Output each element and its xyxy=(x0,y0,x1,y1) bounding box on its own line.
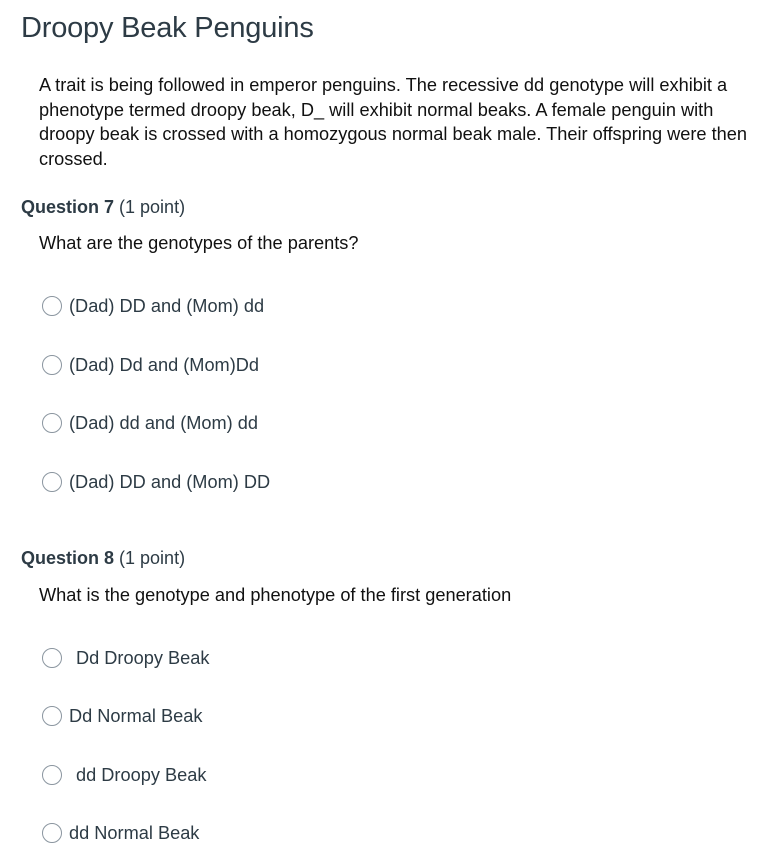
question-8-choice-2[interactable] xyxy=(42,704,202,728)
radio-unchecked-icon[interactable] xyxy=(42,296,62,316)
radio-unchecked-icon[interactable] xyxy=(42,823,62,843)
choice-label[interactable]: (Dad) dd and (Mom) dd xyxy=(69,412,259,433)
choice-label[interactable]: (Dad) Dd and (Mom)Dd xyxy=(69,354,260,375)
choice-label[interactable]: Dd Normal Beak xyxy=(69,705,203,726)
page-title: Droopy Beak Penguins xyxy=(21,12,314,44)
question-8-text: What is the genotype and phenotype of the first generation xyxy=(39,585,512,605)
radio-unchecked-icon[interactable] xyxy=(42,706,62,726)
question-7-choice-1[interactable] xyxy=(42,294,264,318)
question-8-header xyxy=(21,548,185,569)
question-8-choice-3[interactable] xyxy=(42,763,206,787)
radio-unchecked-icon[interactable] xyxy=(42,355,62,375)
radio-unchecked-icon[interactable] xyxy=(42,765,62,785)
question-8-choice-4[interactable] xyxy=(42,821,199,845)
question-7-choice-2[interactable] xyxy=(42,353,259,377)
question-8-title: Question 8 xyxy=(21,548,115,568)
question-7-title: Question 7 xyxy=(21,197,115,217)
question-group-intro: A trait is being followed in emperor penguins. The recessive dd genotype will exhibit a phenotype termed droopy beak, D_ will exhibit normal beaks. A female penguin with droopy beak is crossed with a homozygous normal beak male. Their offspring were then crossed. xyxy=(39,75,747,169)
question-7-text: What are the genotypes of the parents? xyxy=(39,233,359,253)
question-8-points: (1 point) xyxy=(119,548,186,568)
question-8-choice-1[interactable] xyxy=(42,646,209,670)
radio-unchecked-icon[interactable] xyxy=(42,413,62,433)
question-7-header xyxy=(21,197,185,218)
question-7-points: (1 point) xyxy=(119,197,186,217)
radio-unchecked-icon[interactable] xyxy=(42,472,62,492)
choice-label[interactable]: (Dad) DD and (Mom) dd xyxy=(69,295,265,316)
question-7-choice-4[interactable] xyxy=(42,470,270,494)
choice-label[interactable]: dd Normal Beak xyxy=(69,822,200,843)
question-7-choice-3[interactable] xyxy=(42,411,258,435)
choice-label[interactable]: (Dad) DD and (Mom) DD xyxy=(69,471,271,492)
choice-label[interactable]: dd Droopy Beak xyxy=(76,764,207,785)
choice-label[interactable]: Dd Droopy Beak xyxy=(76,647,210,668)
radio-unchecked-icon[interactable] xyxy=(42,648,62,668)
